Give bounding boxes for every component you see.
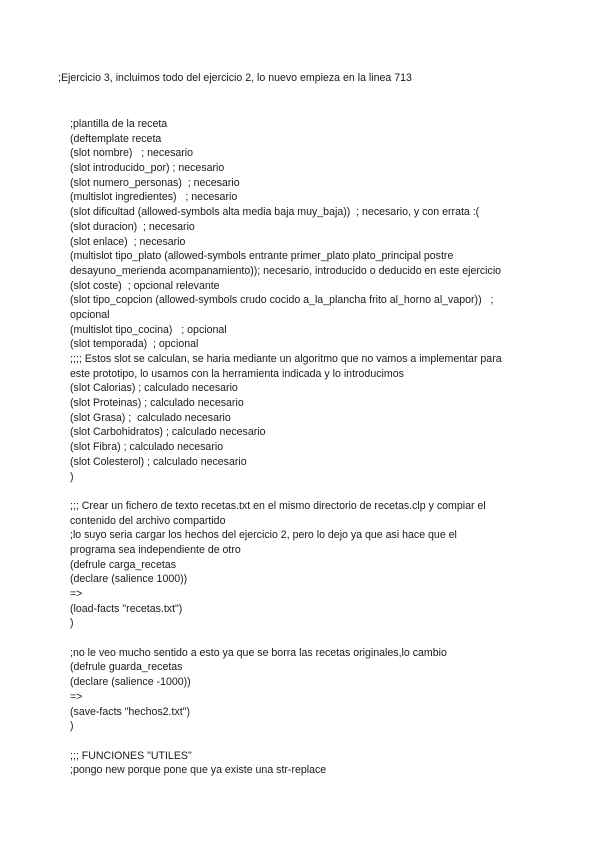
code-line: (slot numero_personas) ; necesario — [70, 176, 240, 189]
code-line: ) — [70, 470, 74, 483]
blank-line — [70, 484, 540, 499]
code-line: programa sea independiente de otro — [70, 543, 241, 556]
code-line: (deftemplate receta — [70, 132, 162, 145]
code-line: (slot Grasa) ; calculado necesario — [70, 411, 231, 424]
code-line: (slot Carbohidratos) ; calculado necesario — [70, 426, 266, 439]
code-line: ;pongo new porque pone que ya existe una str-replace — [70, 764, 327, 777]
code-line: (save-facts "hechos2.txt") — [70, 705, 190, 718]
code-line: (multislot tipo_cocina) ; opcional — [70, 323, 227, 336]
code-line: => — [70, 588, 83, 600]
code-line: contenido del archivo compartido — [70, 514, 226, 527]
code-line: (slot temporada) ; opcional — [70, 338, 199, 351]
code-line: (slot enlace) ; necesario — [70, 235, 186, 248]
code-line: (slot duracion) ; necesario — [70, 220, 195, 233]
code-line: desayuno_merienda acompanamiento)); necesario, introducido o deducido en este ejercicio — [70, 264, 502, 277]
code-line: ) — [70, 720, 74, 733]
code-line: (slot coste) ; opcional relevante — [70, 279, 220, 292]
blank-line — [70, 734, 540, 749]
code-body — [70, 117, 540, 778]
code-line: => — [70, 690, 83, 703]
code-line: (multislot tipo_plato (allowed-symbols entrante primer_plato plato_principal postre — [70, 250, 454, 263]
code-line: ;;;; Estos slot se calculan, se haria mediante un algoritmo que no vamos a implementar para — [70, 353, 502, 365]
code-line: (slot tipo_copcion (allowed-symbols crudo cocido a_la_plancha frito al_horno al_vapor)) ; — [70, 294, 494, 307]
code-line: ;lo suyo seria cargar los hechos del ejercicio 2, pero lo dejo ya que asi hace que el — [70, 529, 457, 542]
code-line: (load-facts "recetas.txt") — [70, 602, 183, 615]
code-line: (slot Calorias) ; calculado necesario — [70, 382, 238, 395]
code-line: ;;; Crear un fichero de texto recetas.txt en el mismo directorio de recetas.clp y compiar el — [70, 499, 486, 512]
code-line: este prototipo, lo usamos con la herramienta indicada y lo introducimos — [70, 367, 404, 380]
code-line: ;;; FUNCIONES "UTILES" — [70, 749, 192, 762]
code-line: opcional — [70, 308, 110, 321]
code-line: (declare (salience 1000)) — [70, 573, 188, 586]
code-line: (slot Fibra) ; calculado necesario — [70, 441, 224, 454]
code-line: (defrule guarda_recetas — [70, 661, 183, 674]
code-line: (slot introducido_por) ; necesario — [70, 162, 225, 175]
code-line: ) — [70, 617, 74, 630]
code-line: (slot Proteinas) ; calculado necesario — [70, 397, 244, 410]
code-line: (slot dificultad (allowed-symbols alta media baja muy_baja)) ; necesario, y con errata :( — [70, 206, 480, 219]
code-line: ;plantilla de la receta — [70, 118, 168, 130]
code-line: (multislot ingredientes) ; necesario — [70, 191, 238, 204]
code-line: (slot Colesterol) ; calculado necesario — [70, 455, 247, 468]
code-line: (slot nombre) ; necesario — [70, 147, 194, 160]
blank-line — [70, 631, 540, 646]
header-comment: ;Ejercicio 3, incluimos todo del ejercicio 2, lo nuevo empieza en la linea 713 — [58, 72, 412, 84]
code-line: (defrule carga_recetas — [70, 558, 176, 571]
code-line: (declare (salience -1000)) — [70, 676, 191, 689]
code-line: ;no le veo mucho sentido a esto ya que se borra las recetas originales,lo cambio — [70, 646, 447, 659]
